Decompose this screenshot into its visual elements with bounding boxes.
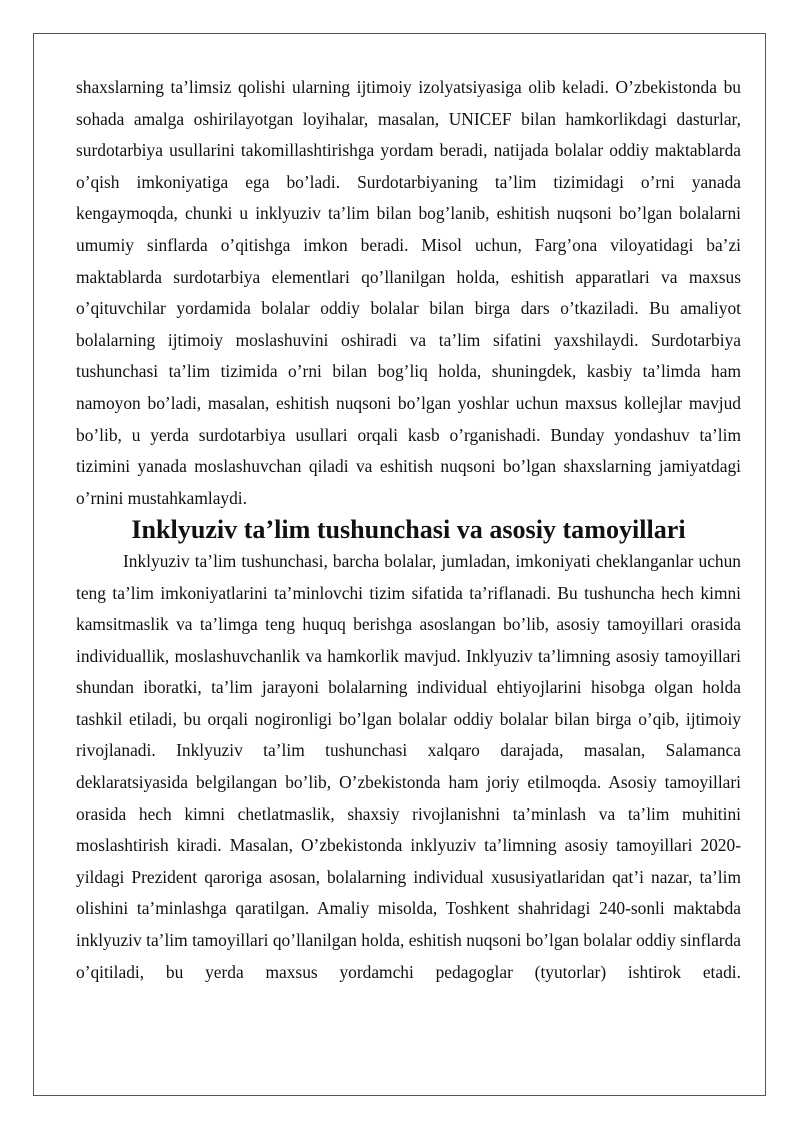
section-heading: Inklyuziv ta’lim tushunchasi va asosiy tamoyillari (131, 515, 686, 545)
paragraph-inklyuziv: Inklyuziv ta’lim tushunchasi, barcha bolalar, jumladan, imkoniyati cheklanganlar uchun teng ta’lim imkoniyatlarini ta’minlovchi tizim sifatida ta’riflanadi. Bu tushuncha hech kimni kamsitmaslik va ta’limga teng huquq berishga asoslangan bo’lib, asosiy tamoyillari orasida individuallik, moslashuvchanlik va hamkorlik mavjud. Inklyuziv ta’limning asosiy tamoyillari shundan iboratki, ta’lim jarayoni bolalarning individual ehtiyojlarini hisobga olgan holda tashkil etiladi, bu orqali nogironligi bo’lgan bolalar oddiy bolalar bilan birga o’qib, ijtimoiy rivojlanadi. Inklyuziv ta’lim tushunchasi xalqaro darajada, masalan, Salamanca deklaratsiyasida belgilangan bo’lib, O’zbekistonda ham joriy etilmoqda. Asosiy tamoyillari orasida hech kimni chetlatmaslik, shaxsiy rivojlanishni ta’minlash va ta’lim muhitini moslashtirish kiradi. Masalan, O’zbekistonda inklyuziv ta’limning asosiy tamoyillari 2020-yildagi Prezident qaroriga asosan, bolalarning individual xususiyatlaridan qat’i nazar, ta’lim olishini ta’minlashga qaratilgan. Amaliy misolda, Toshkent shahridagi 240-sonli maktabda inklyuziv ta’lim tamoyillari qo’llanilgan holda, eshitish nuqsoni bo’lgan bolalar oddiy sinflarda o’qitiladi, bu yerda maxsus yordamchi pedagoglar (tyutorlar) ishtirok etadi. (76, 550, 741, 982)
document-body (76, 72, 741, 988)
paragraph-surdotarbiya: shaxslarning ta’limsiz qolishi ularning ijtimoiy izolyatsiyasiga olib keladi. O’zbekistonda bu sohada amalga oshirilayotgan loyihalar, masalan, UNICEF bilan hamkorlikdagi dasturlar, surdotarbiya usullarini takomillashtirishga yordam beradi, natijada bolalar oddiy maktablarda o’qish imkoniyatiga ega bo’ladi. Surdotarbiyaning ta’lim tizimidagi o’rni yanada kengaymoqda, chunki u inklyuziv ta’lim bilan bog’lanib, eshitish nuqsoni bo’lgan bolalarni umumiy sinflarda o’qitishga imkon beradi. Misol uchun, Farg’ona viloyatidagi ba’zi maktablarda surdotarbiya elementlari qo’llanilgan holda, eshitish apparatlari va maxsus o’qituvchilar yordamida bolalar oddiy bolalar bilan birga dars o’tkaziladi. Bu amaliyot bolalarning ijtimoiy moslashuvini oshiradi va ta’lim sifatini yaxshilaydi. Surdotarbiya tushunchasi ta’lim tizimida o’rni bilan bog’liq holda, shuningdek, kasbiy ta’limda ham namoyon bo’ladi, masalan, eshitish nuqsoni bo’lgan yoshlar uchun maxsus kollejlar mavjud bo’lib, u yerda surdotarbiya usullari orqali kasb o’rganishadi. Bunday yondashuv ta’lim tizimini yanada moslashuvchan qiladi va eshitish nuqsoni bo’lgan shaxslarning jamiyatdagi o’rnini mustahkamlaydi. (76, 77, 741, 508)
